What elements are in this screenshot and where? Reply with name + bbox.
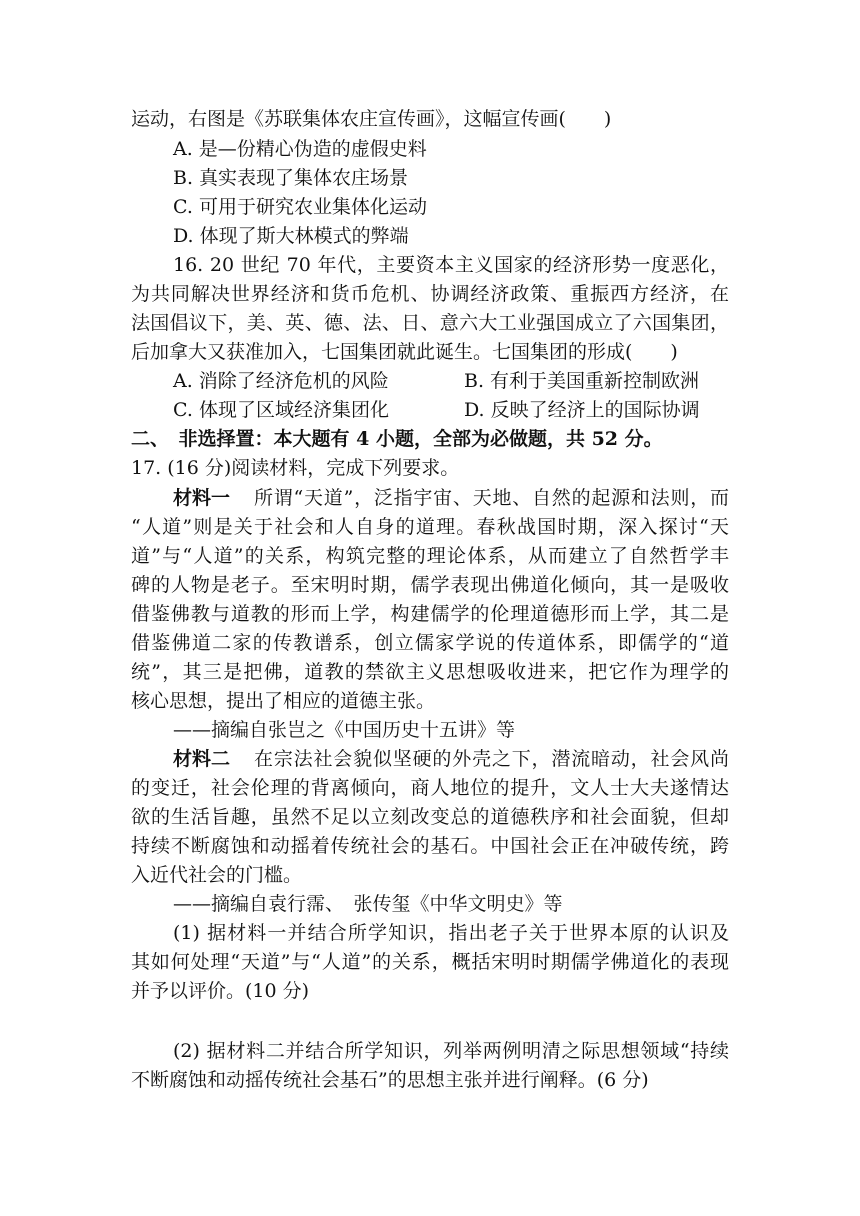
section-2-heading: 二、 非选择置：本大题有 4 小题，全部为必做题，共 52 分。 — [131, 428, 663, 450]
q17-intro: 17. (16 分)阅读材料，完成下列要求。 — [131, 457, 460, 479]
sub-question-2-line-2: 不断腐蚀和动摇传统社会基石”的思想主张并进行阐释。(6 分) — [131, 1069, 649, 1091]
q16-option-d: D. 反映了经济上的国际协调 — [464, 399, 700, 421]
material-1-line-2: “人道”则是关于社会和人自身的道理。春秋战国时期，深入探讨“天 — [131, 516, 729, 538]
material-1-line-8: 核心思想，提出了相应的道德主张。 — [131, 690, 436, 712]
q15-option-a: A. 是—份精心伪造的虚假史料 — [173, 138, 427, 160]
sub-question-1-line-3: 并予以评价。(10 分) — [131, 980, 310, 1002]
material-1-source: ——摘编自张岂之《中国历史十五讲》等 — [173, 719, 516, 741]
sub-question-1-line-1: (1) 据材料一并结合所学知识，指出老子关于世界本原的认识及 — [173, 922, 729, 944]
sub-question-2-line-1: (2) 据材料二并结合所学知识，列举两例明清之际思想领域“持续 — [173, 1040, 729, 1062]
q16-stem-line-2: 为共同解决世界经济和货币危机、协调经济政策、重振西方经济，在 — [131, 283, 729, 305]
material-2-line-5: 入近代社会的门槛。 — [131, 864, 303, 886]
material-1-line-7: 统”，其三是把佛，道教的禁欲主义思想吸收进来，把它作为理学的 — [131, 661, 729, 683]
material-1-line-1: 所谓“天道”，泛指宇宙、天地、自然的起源和法则，而 — [254, 487, 729, 509]
material-1-line-6: 借鉴佛道二家的传教谱系，创立儒家学说的传道体系，即儒学的“道 — [131, 632, 729, 654]
material-1-label: 材料一 — [173, 487, 231, 509]
q16-option-b: B. 有利于美国重新控制欧洲 — [464, 370, 700, 392]
material-2-line-3: 欲的生活旨趣，虽然不足以立刻改变总的道德秩序和社会面貌，但却 — [131, 806, 729, 828]
material-2-label: 材料二 — [173, 748, 231, 770]
material-1-line-3: 道”与“人道”的关系，构筑完整的理论体系，从而建立了自然哲学丰 — [131, 545, 729, 567]
q15-option-b: B. 真实表现了集体农庄场景 — [173, 167, 409, 189]
q16-option-c: C. 体现了区域经济集团化 — [173, 399, 389, 421]
sub-question-1-line-2: 其如何处理“天道”与“人道”的关系，概括宋明时期儒学佛道化的表现 — [131, 951, 729, 973]
material-2-source: ——摘编自袁行霈、 张传玺《中华文明史》等 — [173, 893, 563, 915]
material-2-line-4: 持续不断腐蚀和动摇着传统社会的基石。中国社会正在冲破传统，跨 — [131, 835, 729, 857]
q16-stem-line-1: 16. 20 世纪 70 年代，主要资本主义国家的经济形势一度恶化， — [173, 254, 729, 276]
q15-stem-tail: 运动，右图是《苏联集体农庄宣传画》，这幅宣传画( ) — [131, 108, 612, 130]
material-2-line-1: 在宗法社会貌似坚硬的外壳之下，潜流暗动，社会风尚 — [254, 748, 729, 770]
q16-option-a: A. 消除了经济危机的风险 — [173, 370, 389, 392]
material-2-line-2: 的变迁，社会伦理的背离倾向，商人地位的提升，文人士大夫遂情达 — [131, 777, 729, 799]
q15-option-c: C. 可用于研究农业集体化运动 — [173, 196, 427, 218]
material-1-line-5: 借鉴佛教与道教的形而上学，构建儒学的伦理道德形而上学，其二是 — [131, 603, 729, 625]
q16-stem-line-4: 后加拿大又获准加入，七国集团就此诞生。七国集团的形成( ) — [131, 341, 678, 363]
q16-stem-line-3: 法国倡议下，美、英、德、法、日、意六大工业强国成立了六国集团， — [131, 312, 729, 334]
q15-option-d: D. 体现了斯大林模式的弊端 — [173, 225, 409, 247]
material-1-line-4: 碑的人物是老子。至宋明时期，儒学表现出佛道化倾向，其一是吸收 — [131, 574, 729, 596]
